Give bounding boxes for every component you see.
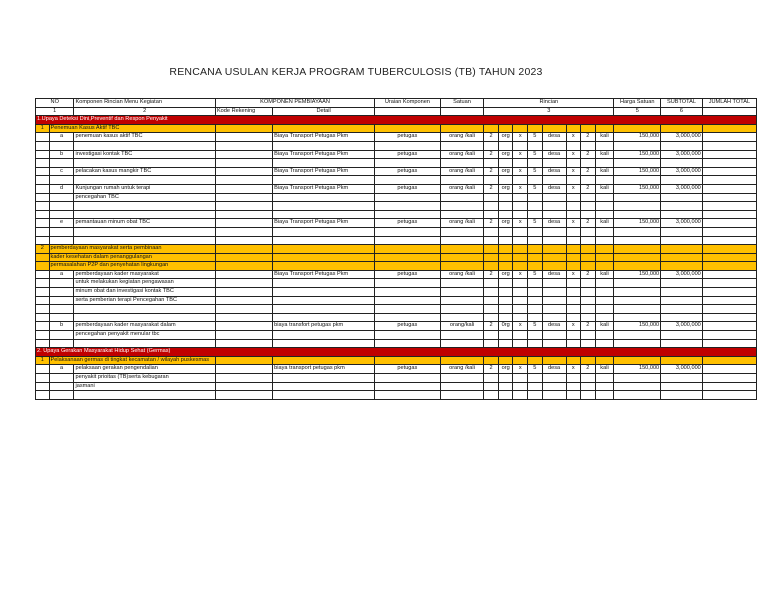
col-num-rincian: 3 [484,107,614,116]
row-times-1: x [513,133,528,142]
row-subtotal: 3,000,000 [661,167,703,176]
section-row [36,116,757,125]
col-no: NO [36,99,74,108]
row-kode-rekening [215,167,272,176]
row-times-2: x [566,150,581,159]
subsection-row [36,124,757,133]
subsection-row [36,262,757,271]
row-letter: a [49,365,74,374]
row-times-2: x [566,219,581,228]
table-row [36,322,757,331]
table-row-blank [36,176,757,185]
row-kode-rekening [215,150,272,159]
row-unit-3: kali [595,184,614,193]
table-row [36,288,757,297]
row-satuan: orang /kali [440,365,484,374]
row-satuan: orang /kali [440,184,484,193]
row-unit-2: desa [542,150,566,159]
row-detail: biaya transport petugas pkm [273,365,375,374]
row-satuan: orang /kali [440,167,484,176]
rows-group-2 [36,270,757,347]
row-satuan: orang /kali [440,270,484,279]
row-detail: Biaya Transport Petugas Pkm [273,270,375,279]
row-uraian: petugas [375,167,441,176]
row-kode-rekening [215,184,272,193]
row-letter: d [49,184,74,193]
row-letter: b [49,322,74,331]
row-qty-3: 2 [581,133,596,142]
subsection-title: permasalahan P2P dan penyehatan lingkungan [49,262,215,271]
row-times-1: x [513,270,528,279]
table-row-blank [36,202,757,211]
table-row-blank [36,227,757,236]
row-komponen-cont: untuk melakukan kegiatan pengawasan [74,279,215,288]
row-times-1: x [513,167,528,176]
row-komponen: pemantauan minum obat TBC [74,219,215,228]
header-row-2 [36,107,757,116]
row-harga: 150,000 [614,365,661,374]
row-subtotal: 3,000,000 [661,133,703,142]
row-komponen-cont: penyakit prioitas (TB)serta kebugaran [74,374,215,383]
row-unit-2: desa [542,167,566,176]
row-detail: Biaya Transport Petugas Pkm [273,184,375,193]
row-qty-2: 5 [528,133,543,142]
row-harga: 150,000 [614,270,661,279]
row-letter: b [49,150,74,159]
row-jumlah [702,322,756,331]
row-subtotal: 3,000,000 [661,270,703,279]
row-subtotal: 3,000,000 [661,365,703,374]
page-title: RENCANA USULAN KERJA PROGRAM TUBERCULOSIS (TB) TAHUN 2023 [169,66,543,78]
subsection-no: 2 [36,245,50,254]
row-qty-3: 2 [581,270,596,279]
col-rincian: Rincian [484,99,614,108]
row-qty-3: 2 [581,167,596,176]
table-row-blank [36,141,757,150]
row-qty-2: 5 [528,150,543,159]
row-letter: c [49,167,74,176]
row-jumlah [702,167,756,176]
row-times-1: x [513,184,528,193]
row-jumlah [702,184,756,193]
row-jumlah [702,133,756,142]
row-letter: e [49,219,74,228]
subsection-row [36,245,757,254]
subsection-title: pemberdayaan masyarakat serta pembinaan [49,245,215,254]
table-row [36,184,757,193]
row-komponen: investigasi kontak TBC [74,150,215,159]
row-times-2: x [566,167,581,176]
row-satuan: orang /kali [440,133,484,142]
subsection-title: Pelaksanaan germas di tingkat kecamatan / wilayah puskesmas [49,356,215,365]
row-times-2: x [566,365,581,374]
row-harga: 150,000 [614,133,661,142]
row-qty-3: 2 [581,322,596,331]
row-qty: 2 [484,184,499,193]
row-unit-1: 0rg [498,322,513,331]
header-row-1 [36,99,757,108]
row-detail: biaya transfort petugas pkm [273,322,375,331]
row-unit-3: kali [595,322,614,331]
col-num-no: 1 [36,107,74,116]
row-qty-3: 2 [581,365,596,374]
row-qty: 2 [484,270,499,279]
table-row [36,296,757,305]
row-times-1: x [513,365,528,374]
row-times-1: x [513,150,528,159]
row-qty-3: 2 [581,184,596,193]
col-jumlah: JUMLAH TOTAL [702,99,756,108]
row-jumlah [702,219,756,228]
row-satuan: orang /kali [440,150,484,159]
section-title: 1.Upaya Deteksi Dini,Preventif dan Respon Penyakit [36,116,757,125]
row-unit-2: desa [542,322,566,331]
col-num-harga: 5 [614,107,661,116]
table-row [36,193,757,202]
table-row [36,382,757,391]
row-unit-2: desa [542,133,566,142]
row-subtotal: 3,000,000 [661,150,703,159]
row-qty-2: 5 [528,365,543,374]
row-harga: 150,000 [614,150,661,159]
row-jumlah [702,150,756,159]
row-times-1: x [513,322,528,331]
row-komponen: pemberdayaan kader masyarakat [74,270,215,279]
table-row [36,279,757,288]
row-qty: 2 [484,133,499,142]
row-kode-rekening [215,322,272,331]
subsection-title: kader kesehatan dalam penanggulangan [49,253,215,262]
table-row-blank [36,313,757,322]
table-row-blank [36,339,757,348]
row-harga: 150,000 [614,167,661,176]
section-row [36,348,757,357]
table-row-blank [36,236,757,245]
row-jumlah [702,270,756,279]
row-letter: a [49,133,74,142]
row-kode-rekening [215,365,272,374]
row-komponen: penemuan kasus aktif TBC [74,133,215,142]
row-detail: Biaya Transport Petugas Pkm [273,219,375,228]
row-times-2: x [566,322,581,331]
row-unit-3: kali [595,365,614,374]
row-unit-1: org [498,150,513,159]
row-komponen: Kunjungan rumah untuk terapi [74,184,215,193]
table-row-blank [36,305,757,314]
row-unit-1: org [498,184,513,193]
table-row-blank [36,159,757,168]
row-harga: 150,000 [614,184,661,193]
col-num-komponen: 2 [74,107,215,116]
row-kode-rekening [215,133,272,142]
row-detail: Biaya Transport Petugas Pkm [273,150,375,159]
row-unit-2: desa [542,365,566,374]
row-unit-3: kali [595,133,614,142]
table-row [36,270,757,279]
row-qty-3: 2 [581,219,596,228]
row-detail: Biaya Transport Petugas Pkm [273,167,375,176]
row-qty: 2 [484,322,499,331]
table-row [36,365,757,374]
col-komponen-pembiayaan: KOMPONEN PEMBIAYAAN [215,99,374,108]
table-row [36,374,757,383]
row-subtotal: 3,000,000 [661,322,703,331]
row-satuan: orang/kali [440,322,484,331]
row-uraian: petugas [375,133,441,142]
row-unit-2: desa [542,270,566,279]
col-detail: Detail [273,107,375,116]
table-row-blank [36,210,757,219]
row-komponen-cont: pencegahan penyakit menular tbc [74,331,215,340]
row-qty: 2 [484,219,499,228]
row-komponen-cont: minum obat dan investigasi kontak TBC [74,288,215,297]
col-num-subtotal: 6 [661,107,703,116]
subsection-row [36,253,757,262]
rows-group-1 [36,133,757,245]
subsection-no: 1 [36,124,50,133]
row-uraian: petugas [375,184,441,193]
row-komponen-cont: pencegahan TBC [74,193,215,202]
row-times-2: x [566,184,581,193]
table-row [36,133,757,142]
row-unit-1: org [498,219,513,228]
row-unit-2: desa [542,219,566,228]
row-unit-1: org [498,167,513,176]
row-unit-1: org [498,365,513,374]
table-row [36,150,757,159]
row-unit-3: kali [595,270,614,279]
row-komponen: pelaksaan gerakan pengendalian [74,365,215,374]
col-uraian: Uraian Komponen [375,99,441,108]
row-subtotal: 3,000,000 [661,219,703,228]
row-unit-3: kali [595,167,614,176]
table-row [36,331,757,340]
col-komponen: Komponen Rincian Menu Kegiatan [74,99,215,108]
row-qty: 2 [484,365,499,374]
row-qty-2: 5 [528,219,543,228]
table-row-blank [36,391,757,400]
row-subtotal: 3,000,000 [661,184,703,193]
rows-group-3 [36,365,757,399]
subsection-no: 1 [36,356,50,365]
row-komponen: pemberdayaan kader masyarakat dalam [74,322,215,331]
row-uraian: petugas [375,270,441,279]
row-times-1: x [513,219,528,228]
row-kode-rekening [215,219,272,228]
row-qty: 2 [484,167,499,176]
row-uraian: petugas [375,365,441,374]
row-harga: 150,000 [614,219,661,228]
col-kode-rekening: Kode Rekening [215,107,272,116]
row-unit-1: org [498,133,513,142]
row-qty-3: 2 [581,150,596,159]
section-title: 2. Upaya Gerakan Masyarakat Hidup Sehat (Germas) [36,348,757,357]
row-komponen-cont: serta pemberian terapi Pencegahan TBC [74,296,215,305]
row-qty-2: 5 [528,322,543,331]
row-detail: Biaya Transport Petugas Pkm [273,133,375,142]
row-jumlah [702,365,756,374]
row-unit-2: desa [542,184,566,193]
row-times-2: x [566,133,581,142]
row-unit-3: kali [595,150,614,159]
subsection-title: Penemuan Kasus Aktif TBC [49,124,215,133]
row-uraian: petugas [375,322,441,331]
row-qty: 2 [484,150,499,159]
table-row [36,219,757,228]
col-harga: Harga Satuan [614,99,661,108]
row-qty-2: 5 [528,167,543,176]
col-satuan: Satuan [440,99,484,108]
row-harga: 150,000 [614,322,661,331]
row-kode-rekening [215,270,272,279]
subsection-row [36,356,757,365]
row-unit-1: org [498,270,513,279]
row-unit-3: kali [595,219,614,228]
row-times-2: x [566,270,581,279]
row-uraian: petugas [375,219,441,228]
col-subtotal: SUBTOTAL [661,99,703,108]
table-row [36,167,757,176]
row-komponen: pelacakan kasus mangkir TBC [74,167,215,176]
row-uraian: petugas [375,150,441,159]
row-letter: a [49,270,74,279]
row-satuan: orang /kali [440,219,484,228]
row-qty-2: 5 [528,184,543,193]
row-qty-2: 5 [528,270,543,279]
budget-table [35,98,757,400]
row-komponen-cont: jasmani [74,382,215,391]
